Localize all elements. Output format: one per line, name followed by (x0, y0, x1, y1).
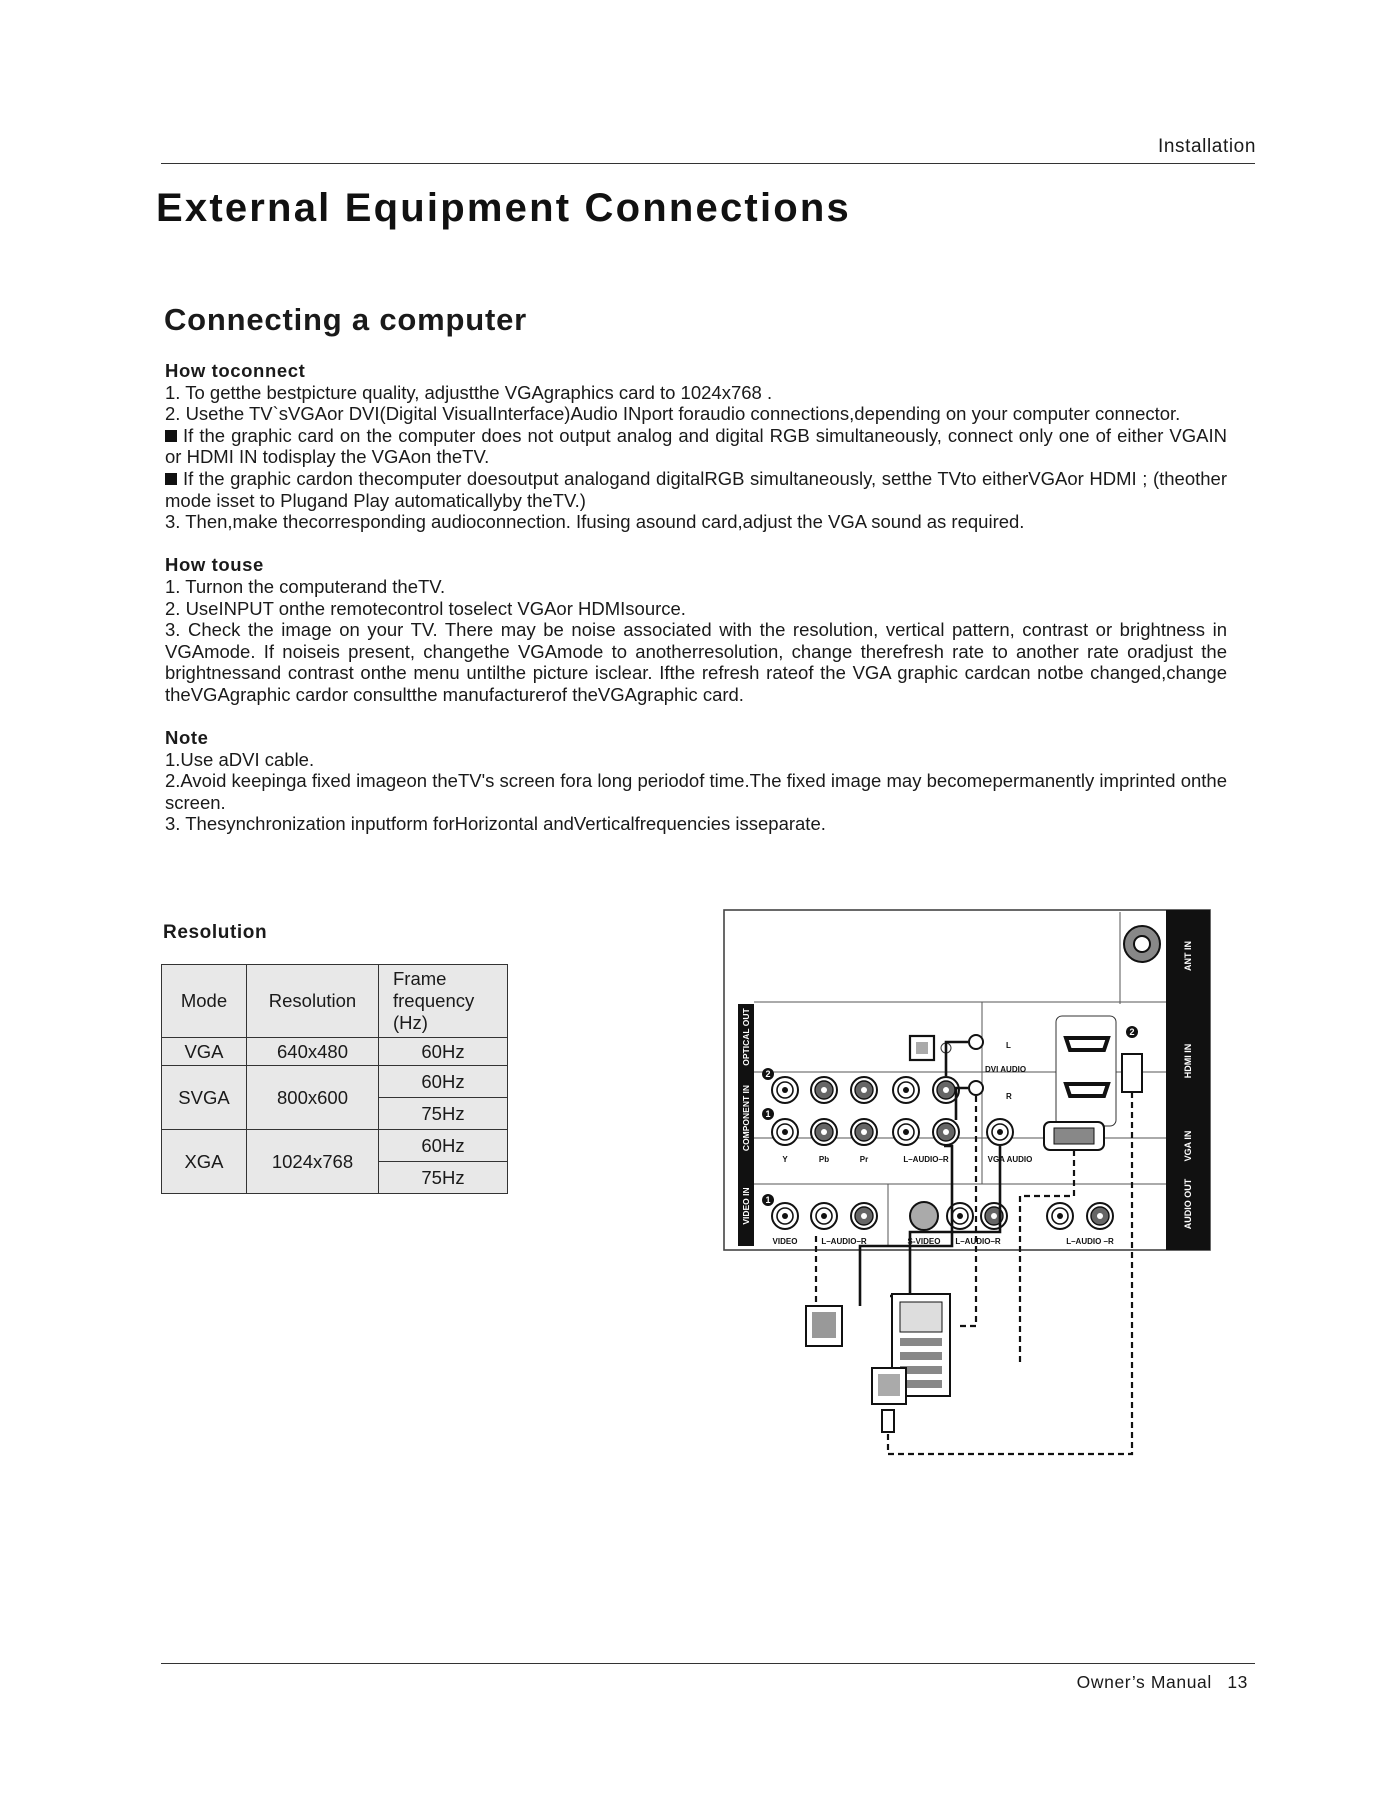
svg-text:L: L (1006, 1041, 1011, 1050)
svideo-port-icon (910, 1202, 938, 1230)
bullet-paragraph: If the graphic cardon thecomputer doesoutput analogand digitalRGB simultaneously, setthe TVto eitherVGAor HDMI ; (theother mode isset to Plugand Play automaticallyby theTV.) (165, 467, 1227, 511)
header-resolution: Resolution (247, 965, 379, 1038)
label-audio-out: AUDIO OUT (1183, 1178, 1193, 1230)
svg-text:L–AUDIO–R: L–AUDIO–R (903, 1155, 949, 1164)
table-row: 75Hz (162, 1162, 508, 1194)
how-to-connect-heading: How toconnect (165, 360, 306, 381)
hdmi-plug-icon (1122, 1054, 1142, 1092)
instructions (165, 360, 1227, 857)
svg-text:1: 1 (765, 1109, 771, 1119)
label-hdmi-in: HDMI IN (1183, 1043, 1193, 1079)
table-row: VGA 640x480 60Hz (162, 1038, 508, 1066)
dvi-plug-icon (872, 1368, 906, 1432)
svg-text:Y: Y (782, 1155, 788, 1164)
how-to-use-heading: How touse (165, 554, 264, 576)
table-row: XGA 1024x768 60Hz (162, 1130, 508, 1162)
paragraph: 2. Usethe TV`sVGAor DVI(Digital VisualInterface)Audio INport foraudio connections,depending on your computer connector. (165, 403, 1181, 425)
how-to-connect-block (165, 360, 1227, 533)
svg-text:S-VIDEO: S-VIDEO (907, 1237, 941, 1246)
paragraph: 1. To getthe bestpicture quality, adjustthe VGAgraphics card to 1024x768 . (165, 381, 773, 403)
table-row: SVGA 800x600 60Hz (162, 1066, 508, 1098)
section-label: Installation (1157, 136, 1256, 157)
table-row: 75Hz (162, 1098, 508, 1130)
svg-text:1: 1 (765, 1195, 771, 1205)
page-number: 13 (1227, 1672, 1248, 1692)
paragraph: 2. UseINPUT onthe remotecontrol toselect VGAor HDMIsource. (165, 597, 686, 619)
hdmi-port-icon (1066, 1038, 1108, 1050)
connection-diagram (720, 906, 1220, 1461)
paragraph: 2.Avoid keepinga fixed imageon theTV's screen fora long periodof time.The fixed image may becomepermanently imprinted onthe screen. (165, 770, 1227, 813)
header-frequency: Frame frequency (Hz) (379, 965, 508, 1038)
svg-text:L–AUDIO–R: L–AUDIO–R (955, 1237, 1001, 1246)
paragraph: 3. Check the image on your TV. There may be noise associated with the resolution, vertical pattern, contrast or brightness in VGAmode. If noiseis present, changethe VGAmode to anotherresolution, change therefresh rate to another rate oradjust the brightnessand contrast onthe menu untilthe picture isclear. Ifthe refresh rateof the VGA graphic cardcan notbe changed,change theVGAgraphic cardor consultthe manufacturerof theVGAgraphic card. (165, 619, 1227, 705)
hdmi-port-icon (1066, 1084, 1108, 1096)
paragraph: 1. Turnon the computerand theTV. (165, 575, 446, 597)
svg-text:2: 2 (765, 1069, 771, 1079)
footer-label: Owner’s Manual (1076, 1672, 1212, 1692)
svg-text:2: 2 (1129, 1027, 1135, 1037)
resolution-title: Resolution (163, 922, 268, 943)
how-to-use-block (165, 554, 1227, 705)
note-block (165, 727, 1227, 835)
bullet-paragraph: If the graphic card on the computer does not output analog and digital RGB simultaneously, connect only one of either VGAIN or HDMI IN todisplay the VGAon theTV. (165, 424, 1227, 468)
paragraph: 3. Then,make thecorresponding audioconnection. Ifusing asound card,adjust the VGA sound as required. (165, 511, 1025, 533)
label-vga-in: VGA IN (1183, 1130, 1193, 1162)
section-title: Connecting a computer (164, 302, 527, 337)
footer (1067, 1672, 1248, 1693)
table-header-row (162, 965, 508, 1038)
label-component-in: COMPONENT IN (741, 1084, 751, 1152)
footer-rule (161, 1663, 1255, 1664)
svg-text:DVI AUDIO: DVI AUDIO (985, 1065, 1027, 1074)
label-ant-in: ANT IN (1183, 941, 1193, 971)
svg-text:Pb: Pb (818, 1155, 830, 1164)
page-title: External Equipment Connections (156, 186, 851, 230)
svg-text:R: R (1006, 1092, 1012, 1101)
square-bullet-icon (165, 473, 177, 485)
resolution-table (161, 964, 508, 1194)
svg-text:L–AUDIO –R: L–AUDIO –R (1066, 1237, 1114, 1246)
svg-text:VIDEO: VIDEO (772, 1237, 798, 1246)
svg-text:L–AUDIO–R: L–AUDIO–R (821, 1237, 867, 1246)
svg-text:VGA AUDIO: VGA AUDIO (987, 1155, 1033, 1164)
header-mode: Mode (162, 965, 247, 1038)
square-bullet-icon (165, 430, 177, 442)
paragraph: 1.Use aDVI cable. (165, 748, 315, 770)
note-heading: Note (165, 727, 209, 749)
svg-text:Pr: Pr (859, 1155, 869, 1164)
label-optical-out: OPTICAL OUT (741, 1008, 751, 1066)
vga-plug-icon (806, 1306, 842, 1346)
header-rule (161, 163, 1255, 164)
paragraph: 3. Thesynchronization inputform forHorizontal andVerticalfrequencies isseparate. (165, 813, 826, 835)
label-video-in: VIDEO IN (741, 1187, 751, 1225)
